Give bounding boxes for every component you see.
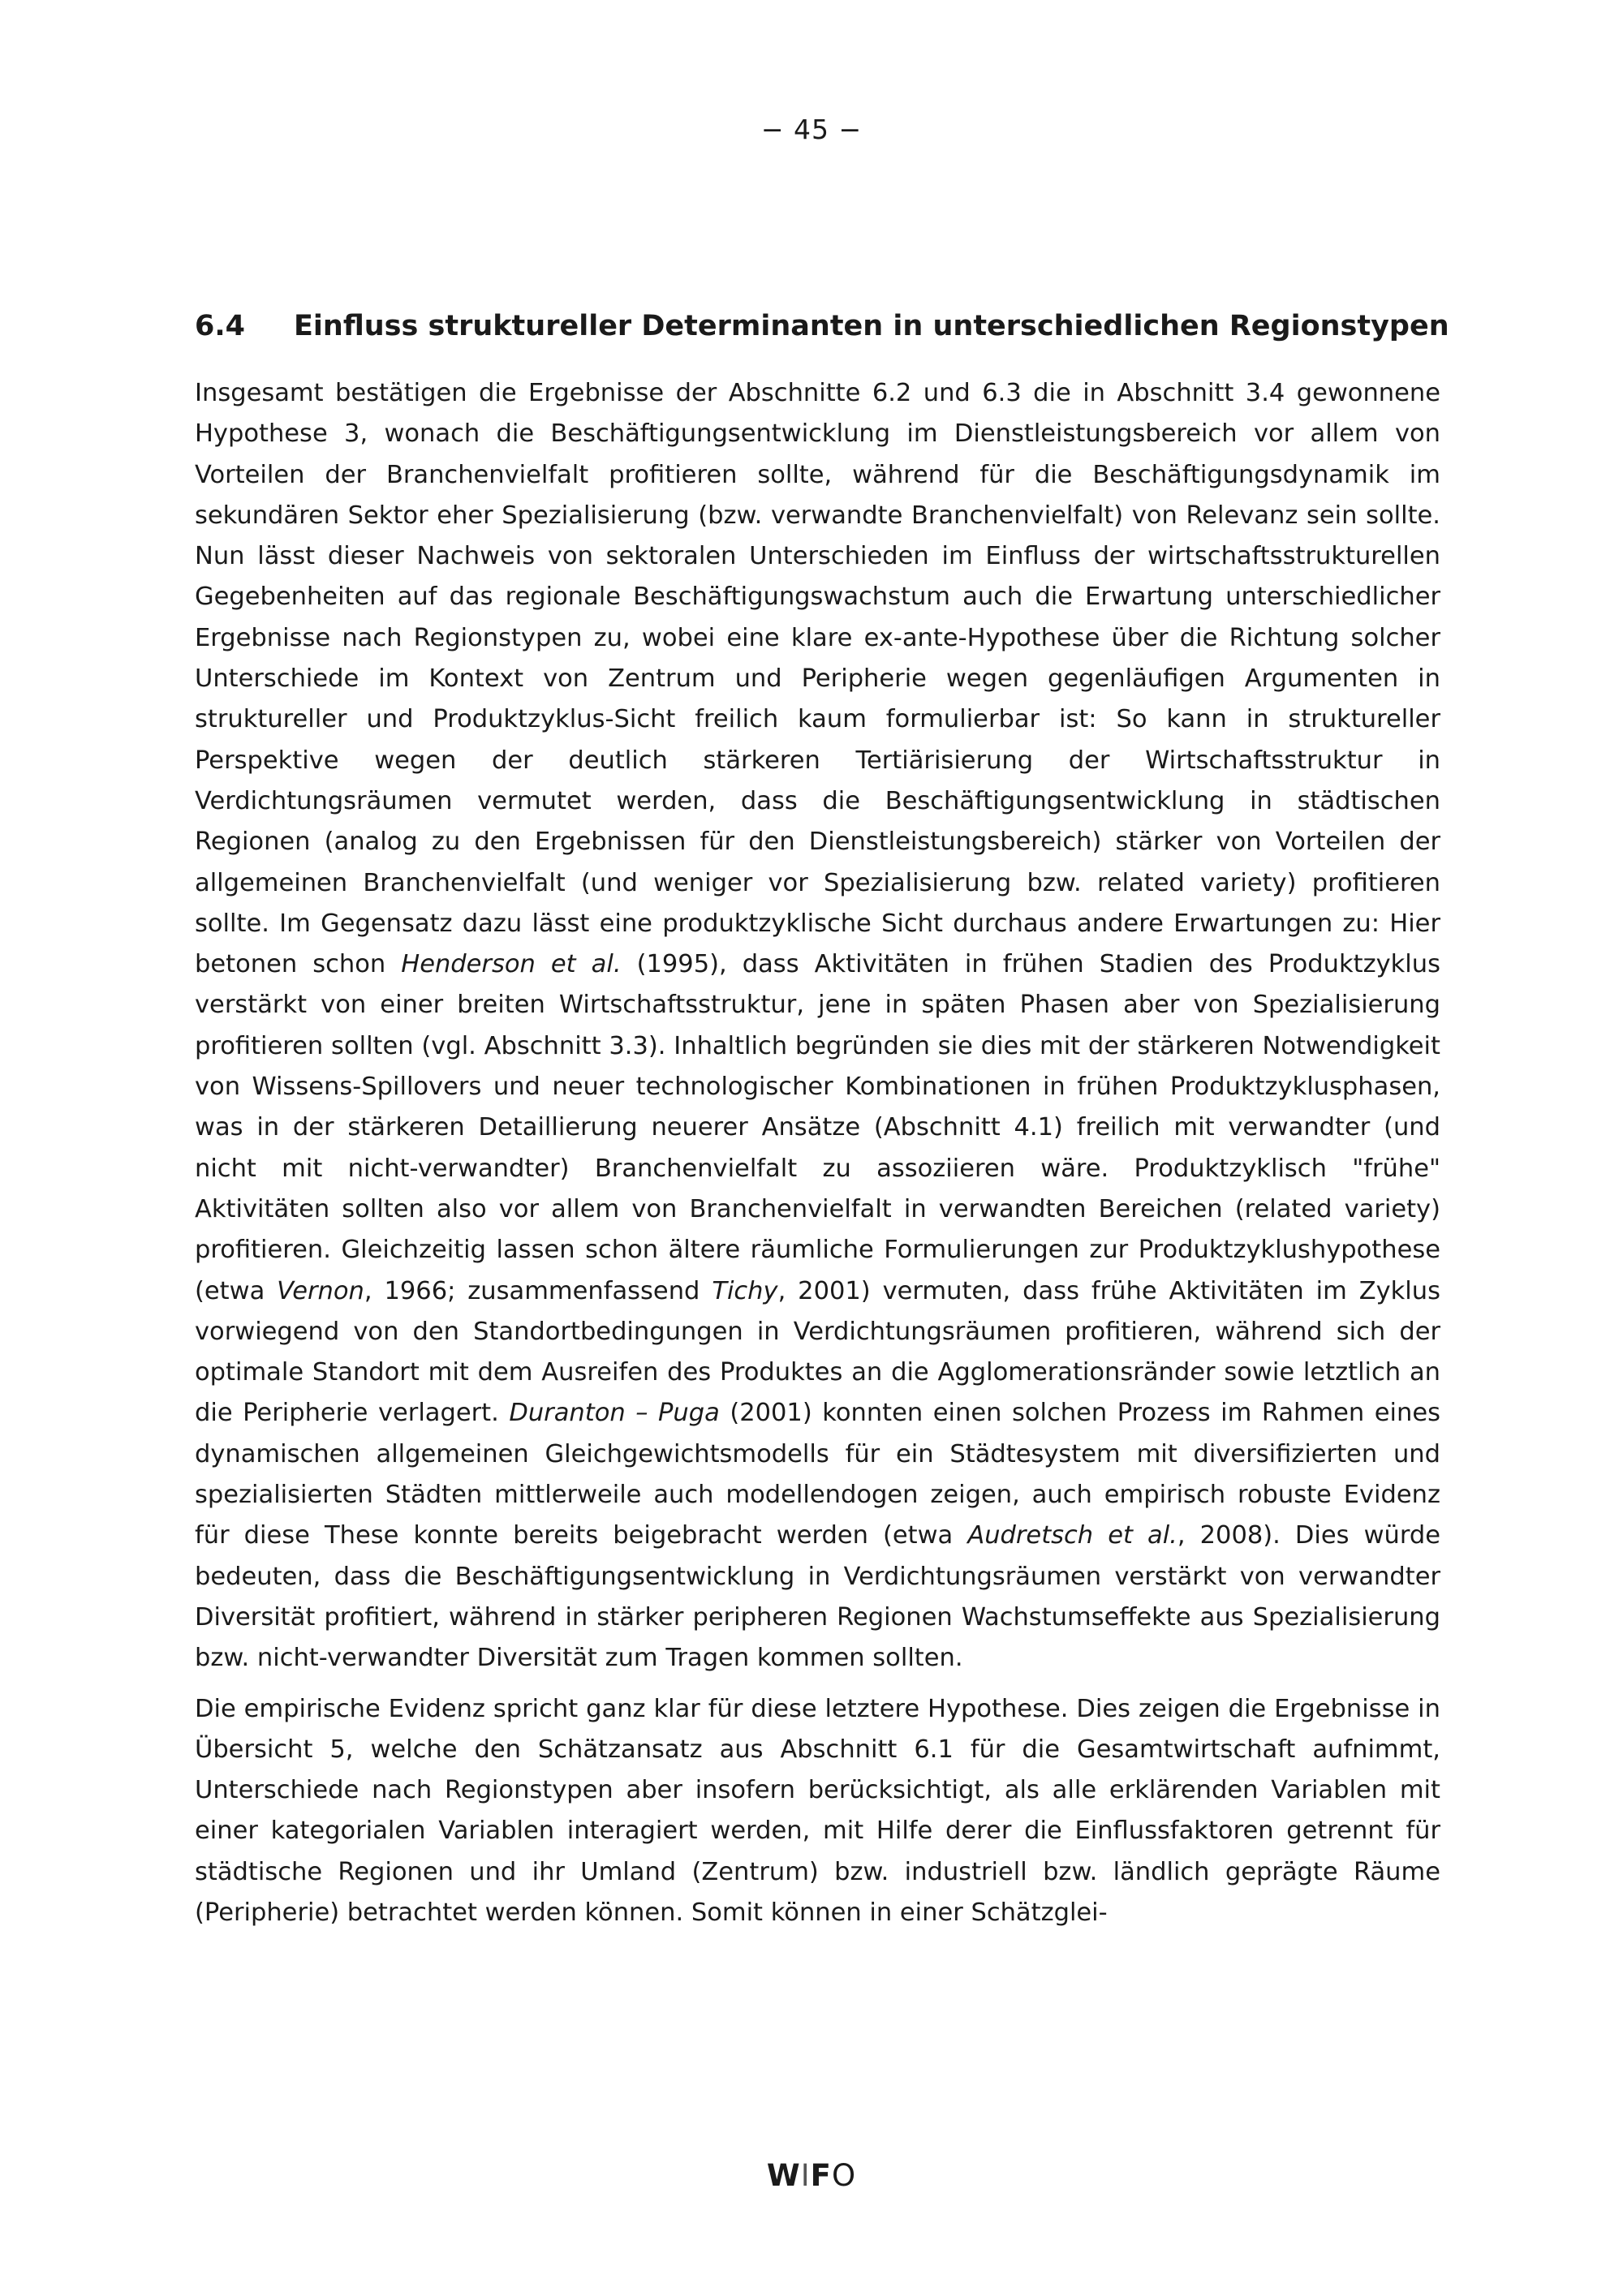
citation-duranton-puga: Duranton – Puga — [509, 1399, 720, 1428]
paragraph-1-text-4: , 2001) vermuten, dass frühe Aktivitäten im Zyklus vorwiegend von den Standortbedingungen in Verdichtungsräumen profitieren, während sich der optimale Standort mit dem Ausreifen des Produktes an die Agglomerationsränder sowie letztlich an die Peripherie verlagert. — [195, 1276, 1440, 1428]
citation-audretsch: Audretsch et al. — [967, 1521, 1177, 1550]
paragraph-1-text-6: , 2008). Dies würde bedeuten, dass die Beschäftigungsentwicklung in Verdichtungsräumen verstärkt von verwandter Diversität profitiert, während in stärker peripheren Regionen Wachstumseffekte aus Spezialisierung bzw. nicht-verwandter Diversität zum Tragen kommen sollten. — [195, 1521, 1441, 1673]
citation-vernon: Vernon — [277, 1276, 364, 1305]
page-number: − 45 − — [760, 114, 863, 145]
paragraph-2: Die empirische Evidenz spricht ganz klar für diese letztere Hypothese. Dies zeigen die Ergebnisse in Übersicht 5, welche den Schätzansatz aus Abschnitt 6.1 für die Gesamtwirtschaft aufnimmt, Unterschiede nach Regionstypen aber insofern berücksichtigt, als alle erklärenden Variablen mit einer kategorialen Variablen interagiert werden, mit Hilfe derer die Einflussfaktoren getrennt für städtische Regionen und ihr Umland (Zentrum) bzw. industriell bzw. ländlich geprägte Räume (Peripherie) betrachtet werden können. Somit können in einer Schätzglei- — [195, 1694, 1440, 1927]
body-text — [195, 373, 1440, 1943]
section-heading — [195, 310, 1449, 342]
paragraph-1-text-3: , 1966; zusammenfassend — [364, 1276, 712, 1305]
logo-letter-w: W — [766, 2158, 801, 2193]
citation-tichy: Tichy — [712, 1276, 778, 1305]
paragraph-1-text-5: (2001) konnten einen solchen Prozess im Rahmen eines dynamischen allgemeinen Gleichgewichtsmodells für ein Städtesystem mit diversifizierten und spezialisierten Städten mittlerweile auch modellendogen zeigen, auch empirisch robuste Evidenz für diese These konnte bereits beigebracht werden (etwa — [195, 1399, 1440, 1550]
citation-henderson: Henderson et al. — [401, 950, 622, 979]
section-title: Einfluss struktureller Determinanten in unterschiedlichen Regionstypen — [294, 310, 1449, 342]
logo-separator: I — [800, 2158, 811, 2193]
paragraph-1-text-1: Insgesamt bestätigen die Ergebnisse der Abschnitte 6.2 und 6.3 die in Abschnitt 3.4 gewonnene Hypothese 3, wonach die Beschäftigungsentwicklung im Dienstleistungsbereich vor allem von Vorteilen der Branchenvielfalt profitieren sollte, während für die Beschäftigungsdynamik im sekundären Sektor eher Spezialisierung (bzw. verwandte Branchenvielfalt) von Relevanz sein sollte. Nun lässt dieser Nachweis von sektoralen Unterschieden im Einfluss der wirtschaftsstrukturellen Gegebenheiten auf das regionale Beschäftigungswachstum auch die Erwartung unterschiedlicher Ergebnisse nach Regionstypen zu, wobei eine klare ex-ante-Hypothese über die Richtung solcher Unterschiede im Kontext von Zentrum und Peripherie wegen gegenläufigen Argumenten in struktureller und Produktzyklus-Sicht freilich kaum formulierbar ist: So kann in struktureller Perspektive wegen der deutlich stärkeren Tertiärisierung der Wirtschaftsstruktur in Verdichtungsräumen vermutet werden, dass die Beschäftigungsentwicklung in städtischen Regionen (analog zu den Ergebnissen für den Dienstleistungsbereich) stärker von Vorteilen der allgemeinen Branchenvielfalt (und weniger vor Spezialisierung bzw. related variety) profitieren sollte. Im Gegensatz dazu lässt eine produktzyklische Sicht durchaus andere Erwartungen zu: Hier betonen schon — [195, 379, 1440, 979]
paragraph-1 — [195, 373, 1440, 1679]
logo-letter-f: F — [810, 2158, 832, 2193]
logo-letter-o: O — [831, 2158, 857, 2193]
paragraph-1-text-2: (1995), dass Aktivitäten in frühen Stadien des Produktzyklus verstärkt von einer breiten Wirtschaftsstruktur, jene in späten Phasen aber von Spezialisierung profitieren sollten (vgl. Abschnitt 3.3). Inhaltlich begründen sie dies mit der stärkeren Notwendigkeit von Wissens-Spillovers und neuer technologischer Kombinationen in frühen Produktzyklusphasen, was in der stärkeren Detaillierung neuerer Ansätze (Abschnitt 4.1) freilich mit verwandter (und nicht mit nicht-verwandter) Branchenvielfalt zu assoziieren wäre. Produktzyklisch "frühe" Aktivitäten sollten also vor allem von Branchenvielfalt in verwandten Bereichen (related variety) profitieren. Gleichzeitig lassen schon ältere räumliche Formulierungen zur Produktzyklushypothese (etwa — [195, 950, 1440, 1305]
section-number: 6.4 — [195, 310, 246, 342]
wifo-logo — [0, 2158, 1623, 2193]
